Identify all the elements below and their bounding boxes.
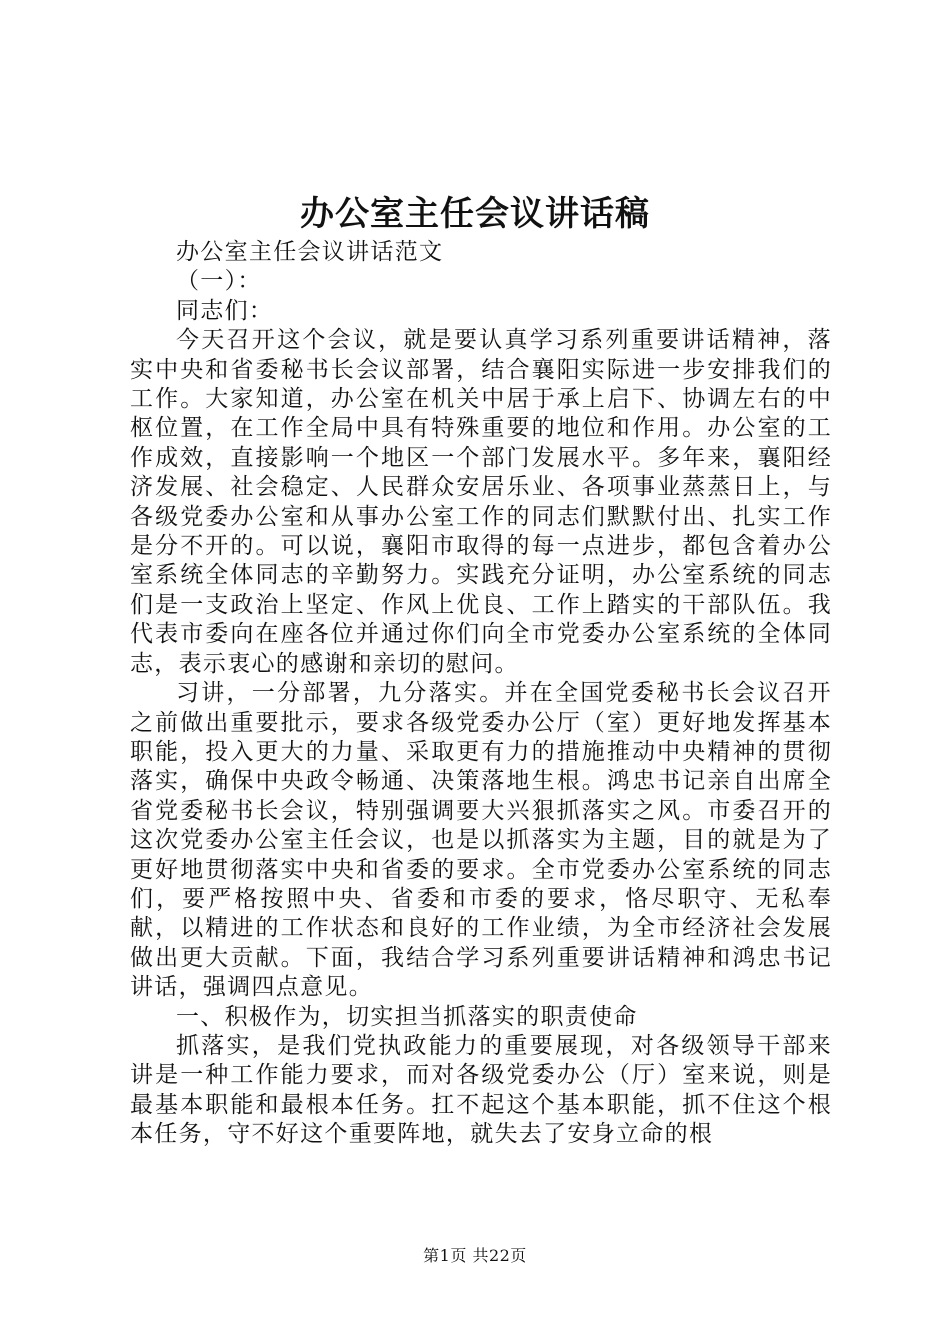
page-number-footer: 第1页 共22页 bbox=[423, 1246, 527, 1265]
salutation-paragraph: 同志们： bbox=[176, 297, 274, 324]
body-paragraph: 抓落实，是我们党执政能力的重要展现，对各级领导干部来讲是一种工作能力要求，而对各级党委办公（厅）室来说，则是最基本职能和最根本任务。扛不起这个基本职能，抓不住这个根本任务，守不好这个重要阵地，就失去了安身立命的根 bbox=[130, 1032, 832, 1148]
body-paragraph: 习讲，一分部署，九分落实。并在全国党委秘书长会议召开之前做出重要批示，要求各级党委办公厅（室）更好地发挥基本职能，投入更大的力量、采取更有力的措施推动中央精神的贯彻落实，确保中央政令畅通、决策落地生根。鸿忠书记亲自出席全省党委秘书长会议，特别强调要大兴狠抓落实之风。市委召开的这次党委办公室主任会议，也是以抓落实为主题，目的就是为了更好地贯彻落实中央和省委的要求。全市党委办公室系统的同志们，要严格按照中央、省委和市委的要求，恪尽职守、无私奉献，以精进的工作状态和良好的工作业绩，为全市经济社会发展做出更大贡献。下面，我结合学习系列重要讲话精神和鸿忠书记讲话，强调四点意见。 bbox=[130, 680, 832, 1001]
document-title: 办公室主任会议讲话稿 bbox=[300, 194, 650, 234]
subtitle-paragraph: 办公室主任会议讲话范文 bbox=[176, 239, 444, 265]
section-number-paragraph: （一）： bbox=[176, 268, 262, 295]
body-paragraph: 今天召开这个会议，就是要认真学习系列重要讲话精神，落实中央和省委秘书长会议部署，结合襄阳实际进一步安排我们的工作。大家知道，办公室在机关中居于承上启下、协调左右的中枢位置，在工作全局中具有特殊重要的地位和作用。办公室的工作成效，直接影响一个地区一个部门发展水平。多年来，襄阳经济发展、社会稳定、人民群众安居乐业、各项事业蒸蒸日上，与各级党委办公室和从事办公室工作的同志们默默付出、扎实工作是分不开的。可以说，襄阳市取得的每一点进步，都包含着办公室系统全体同志的辛勤努力。实践充分证明，办公室系统的同志们是一支政治上坚定、作风上优良、工作上踏实的干部队伍。我代表市委向在座各位并通过你们向全市党委办公室系统的全体同志，表示衷心的感谢和亲切的慰问。 bbox=[130, 327, 832, 677]
document-body bbox=[130, 238, 832, 1150]
section-heading: 一、积极作为，切实担当抓落实的职责使命 bbox=[176, 1003, 638, 1030]
